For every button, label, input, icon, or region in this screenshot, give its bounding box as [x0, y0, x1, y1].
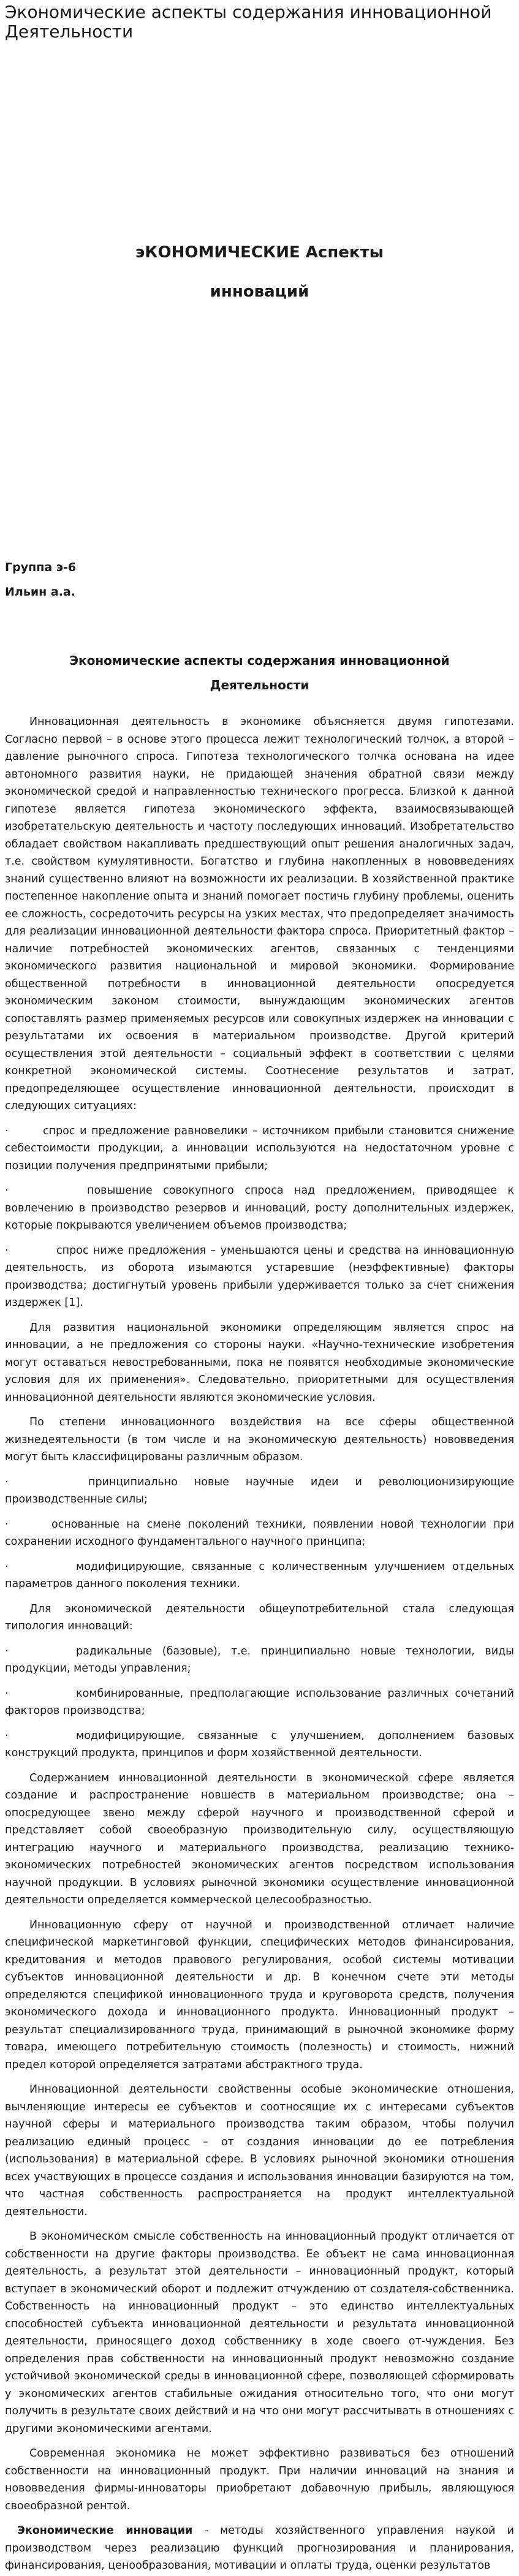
section-heading-line2: Деятельности — [210, 678, 309, 692]
paragraph: Современная экономика не может эффективно развиваться без отношений собственности на инновационный продукт. При наличии инноваций на знания и нововведения фирмы-инноваторы приобретают добавочную прибыль, являющуюся своеобразной рентой. — [5, 2447, 514, 2512]
list-item — [5, 1242, 514, 1312]
paragraph: По степени инновационного воздействия на все сферы общественной жизнедеятельности (в том числе и на экономическую деятельность) нововведения могут быть классифицированы различным образом. — [5, 1416, 514, 1463]
list-item-text: принципиально новые научные идеи и революционизирующие производственные силы; — [5, 1476, 514, 1506]
paragraph-last — [5, 2522, 514, 2575]
list-item-text: радикальные (базовые), т.е. принципиально новые технологии, виды продукции, методы управления; — [5, 1645, 514, 1675]
bullet-icon: · — [5, 1645, 9, 1657]
list-item — [5, 1643, 514, 1678]
author-name: Ильин а.а. — [5, 585, 75, 599]
paragraph-text: - методы хозяйственного управления наукой и производством через реализацию функций прогнозирования и планирования, финансирования, ценообразования, мотивации и оплаты труда, оценки результатов — [5, 2525, 514, 2572]
bullet-icon: · — [5, 1184, 9, 1197]
list-item-text: модифицирующие, связанные с количественным улучшением отдельных параметров данного поколения техники. — [5, 1560, 514, 1590]
bullet-icon: · — [5, 1687, 9, 1700]
cover-title — [5, 233, 514, 311]
paragraph: Для экономической деятельности общеупотребительной стала следующая типология инноваций: — [5, 1602, 514, 1632]
lead-term: Экономические инновации — [17, 2525, 193, 2537]
section-heading — [5, 648, 514, 697]
bullet-icon: · — [5, 1476, 9, 1488]
list-item-text: спрос ниже предложения – уменьшаются цены и средства на инновационную деятельность, из оборота изымаются устаревшие (неэффективные) факторы производства; достигнутый уровень прибыли удерживается только за счет снижения издержек [1]. — [5, 1244, 514, 1309]
paragraph: Инновационная деятельность в экономике объясняется двумя гипотезами. Согласно первой – в основе этого процесса лежит технологический толчок, а второй – давление рыночного спроса. Гипотеза технологического толчка основана на идее автономного развития науки, не придающей значения обратной связи между экономической средой и направленностью технического прогресса. Близкой к данной гипотезе является гипотеза экономического эффекта, взаимосвязывающей изобретательскую деятельность и частоту последующих инноваций. Изобретательство обладает свойством накапливать предшествующий опыт решения аналогичных задач, т.е. свойством кумулятивности. Богатство и глубина накопленных в нововведениях знаний существенно влияют на возможности их реализации. В хозяйственной практике постепенное накопление опыта и знаний помогает постичь глубину проблемы, оценить ее сложность, сосредоточить ресурсы на узких местах, что предопределяет значимость для реализации инновационной деятельности фактора спроса. Приоритетный фактор – наличие потребностей экономических агентов, связанных с тенденциями экономического развития национальной и мировой экономики. Формирование общественной потребности в инновационной деятельности опосредуется экономическим законом стоимости, вынуждающим экономических агентов сопоставлять размер применяемых ресурсов или совокупных издержек на инновации с результатами их освоения в материальном производстве. Другой критерий осуществления этой деятельности – социальный эффект в соответствии с целями конкретной экономической системы. Соотнесение результатов и затрат, предопределяющее осуществление инновационной деятельности, происходит в следующих ситуациях: — [5, 716, 514, 1112]
group-label: Группа э-6 — [5, 561, 77, 574]
list-item-text: спрос и предложение равновелики – источником прибыли становится снижение себестоимости продукции, а инновации используются на недостаточном уровне с позиции получения предпринятыми прибыли; — [5, 1124, 514, 1172]
list-item-text: комбинированные, предполагающие использование различных сочетаний факторов производства; — [5, 1687, 514, 1717]
list-item-text: повышение совокупного спроса над предложением, приводящее к вовлечению в производство резервов и инноваций, росту дополнительных издержек, которые покрываются увеличением объемов производства; — [5, 1184, 514, 1232]
list-item — [5, 1123, 514, 1175]
list-item — [5, 1727, 514, 1762]
list-item — [5, 1182, 514, 1235]
paragraph: Инновационной деятельности свойственны особые экономические отношения, вычленяющие интересы ее субъектов и соотносящие их с интересами субъектов научной сферы и материального производства таким образом, чтобы получил реализацию единый процесс – от создания инновации до ее потребления (использования) в материальной сфере. В условиях рыночной экономики отношения всех участвующих в процессе создания и использования инновации базируются на том, что частная собственность распространяется на продукт интеллектуальной деятельности. — [5, 2083, 514, 2218]
bullet-icon: · — [5, 1124, 9, 1137]
list-item — [5, 1516, 514, 1551]
bullet-icon: · — [5, 1518, 9, 1531]
list-item — [5, 1558, 514, 1593]
bullet-icon: · — [5, 1560, 9, 1573]
list-item-text: основанные на смене поколений техники, появлении новой технологии при сохранении исходного фундаментального научного принципа; — [5, 1518, 514, 1548]
bullet-icon: · — [5, 1729, 9, 1742]
paragraph: Для развития национальной экономики определяющим является спрос на инновации, а не предложения со стороны науки. «Научно-технические изобретения могут оставаться невостребованными, пока не появятся необходимые экономические условия для их применения». Следовательно, приоритетными для осуществления инновационной деятельности являются экономические условия. — [5, 1321, 514, 1404]
body-text — [5, 713, 514, 2575]
author-block — [5, 555, 514, 604]
list-item-text: модифицирующие, связанные с улучшением, дополнением базовых конструкций продукта, принципов и форм хозяйственной деятельности. — [5, 1729, 514, 1759]
document-title: Экономические аспекты содержания инновационной Деятельности — [5, 2, 492, 42]
paragraph: Содержанием инновационной деятельности в экономической сфере является создание и распространение новшеств в материальном производстве; она – опосредующее звено между сферой научного и производственной сферой и представляет собой своеобразную производительную силу, осуществляющую интеграцию научного и материального производства, реализацию технико-экономических потребностей экономических агентов посредством использования научной продукции. В условиях рыночной экономики осуществление инновационной деятельности определяется коммерческой целесообразностью. — [5, 1771, 514, 1906]
paragraph: Инновационную сферу от научной и производственной отличает наличие специфической маркетинговой функции, специфических методов финансирования, кредитования и методов правового регулирования, особой системы мотивации субъектов инновационной деятельности и др. В конечном счете эти методы определяются спецификой инновационного труда и круговорота средств, получения экономического дохода и инновационного продукта. Инновационный продукт – результат специализированного труда, принимающий в рыночной экономике форму товара, имеющего потребительную стоимость (полезность) и стоимость, нижний предел которой определяется затратами абстрактного труда. — [5, 1919, 514, 2071]
cover-title-line2: инноваций — [210, 282, 309, 301]
paragraph: В экономическом смысле собственность на инновационный продукт отличается от собственности на другие факторы производства. Ее объект не сама инновационная деятельность, а результат этой деятельности – инновационный продукт, который вступает в экономический оборот и подлежит отчуждению от создателя-собственника. Собственность на инновационный продукт – это единство интеллектуальных способностей субъекта инновационной деятельности и результата инновационной деятельности, приносящего доход собственнику в ходе своего от-чуждения. Без определения прав собственности на инновационный продукт невозможно создание устойчивой экономической среды в инновационной сфере, позволяющей сформировать у экономических агентов стабильные ожидания относительно того, что они могут получить в результате своих действий и на что они могут рассчитывать в отношениях с другими экономическими агентами. — [5, 2230, 514, 2435]
bullet-icon: · — [5, 1244, 9, 1257]
cover-title-line1: эКОНОМИЧЕСКИЕ Аспекты — [135, 243, 384, 262]
list-item — [5, 1474, 514, 1509]
section-heading-line1: Экономические аспекты содержания инновационной — [69, 653, 450, 668]
list-item — [5, 1685, 514, 1720]
